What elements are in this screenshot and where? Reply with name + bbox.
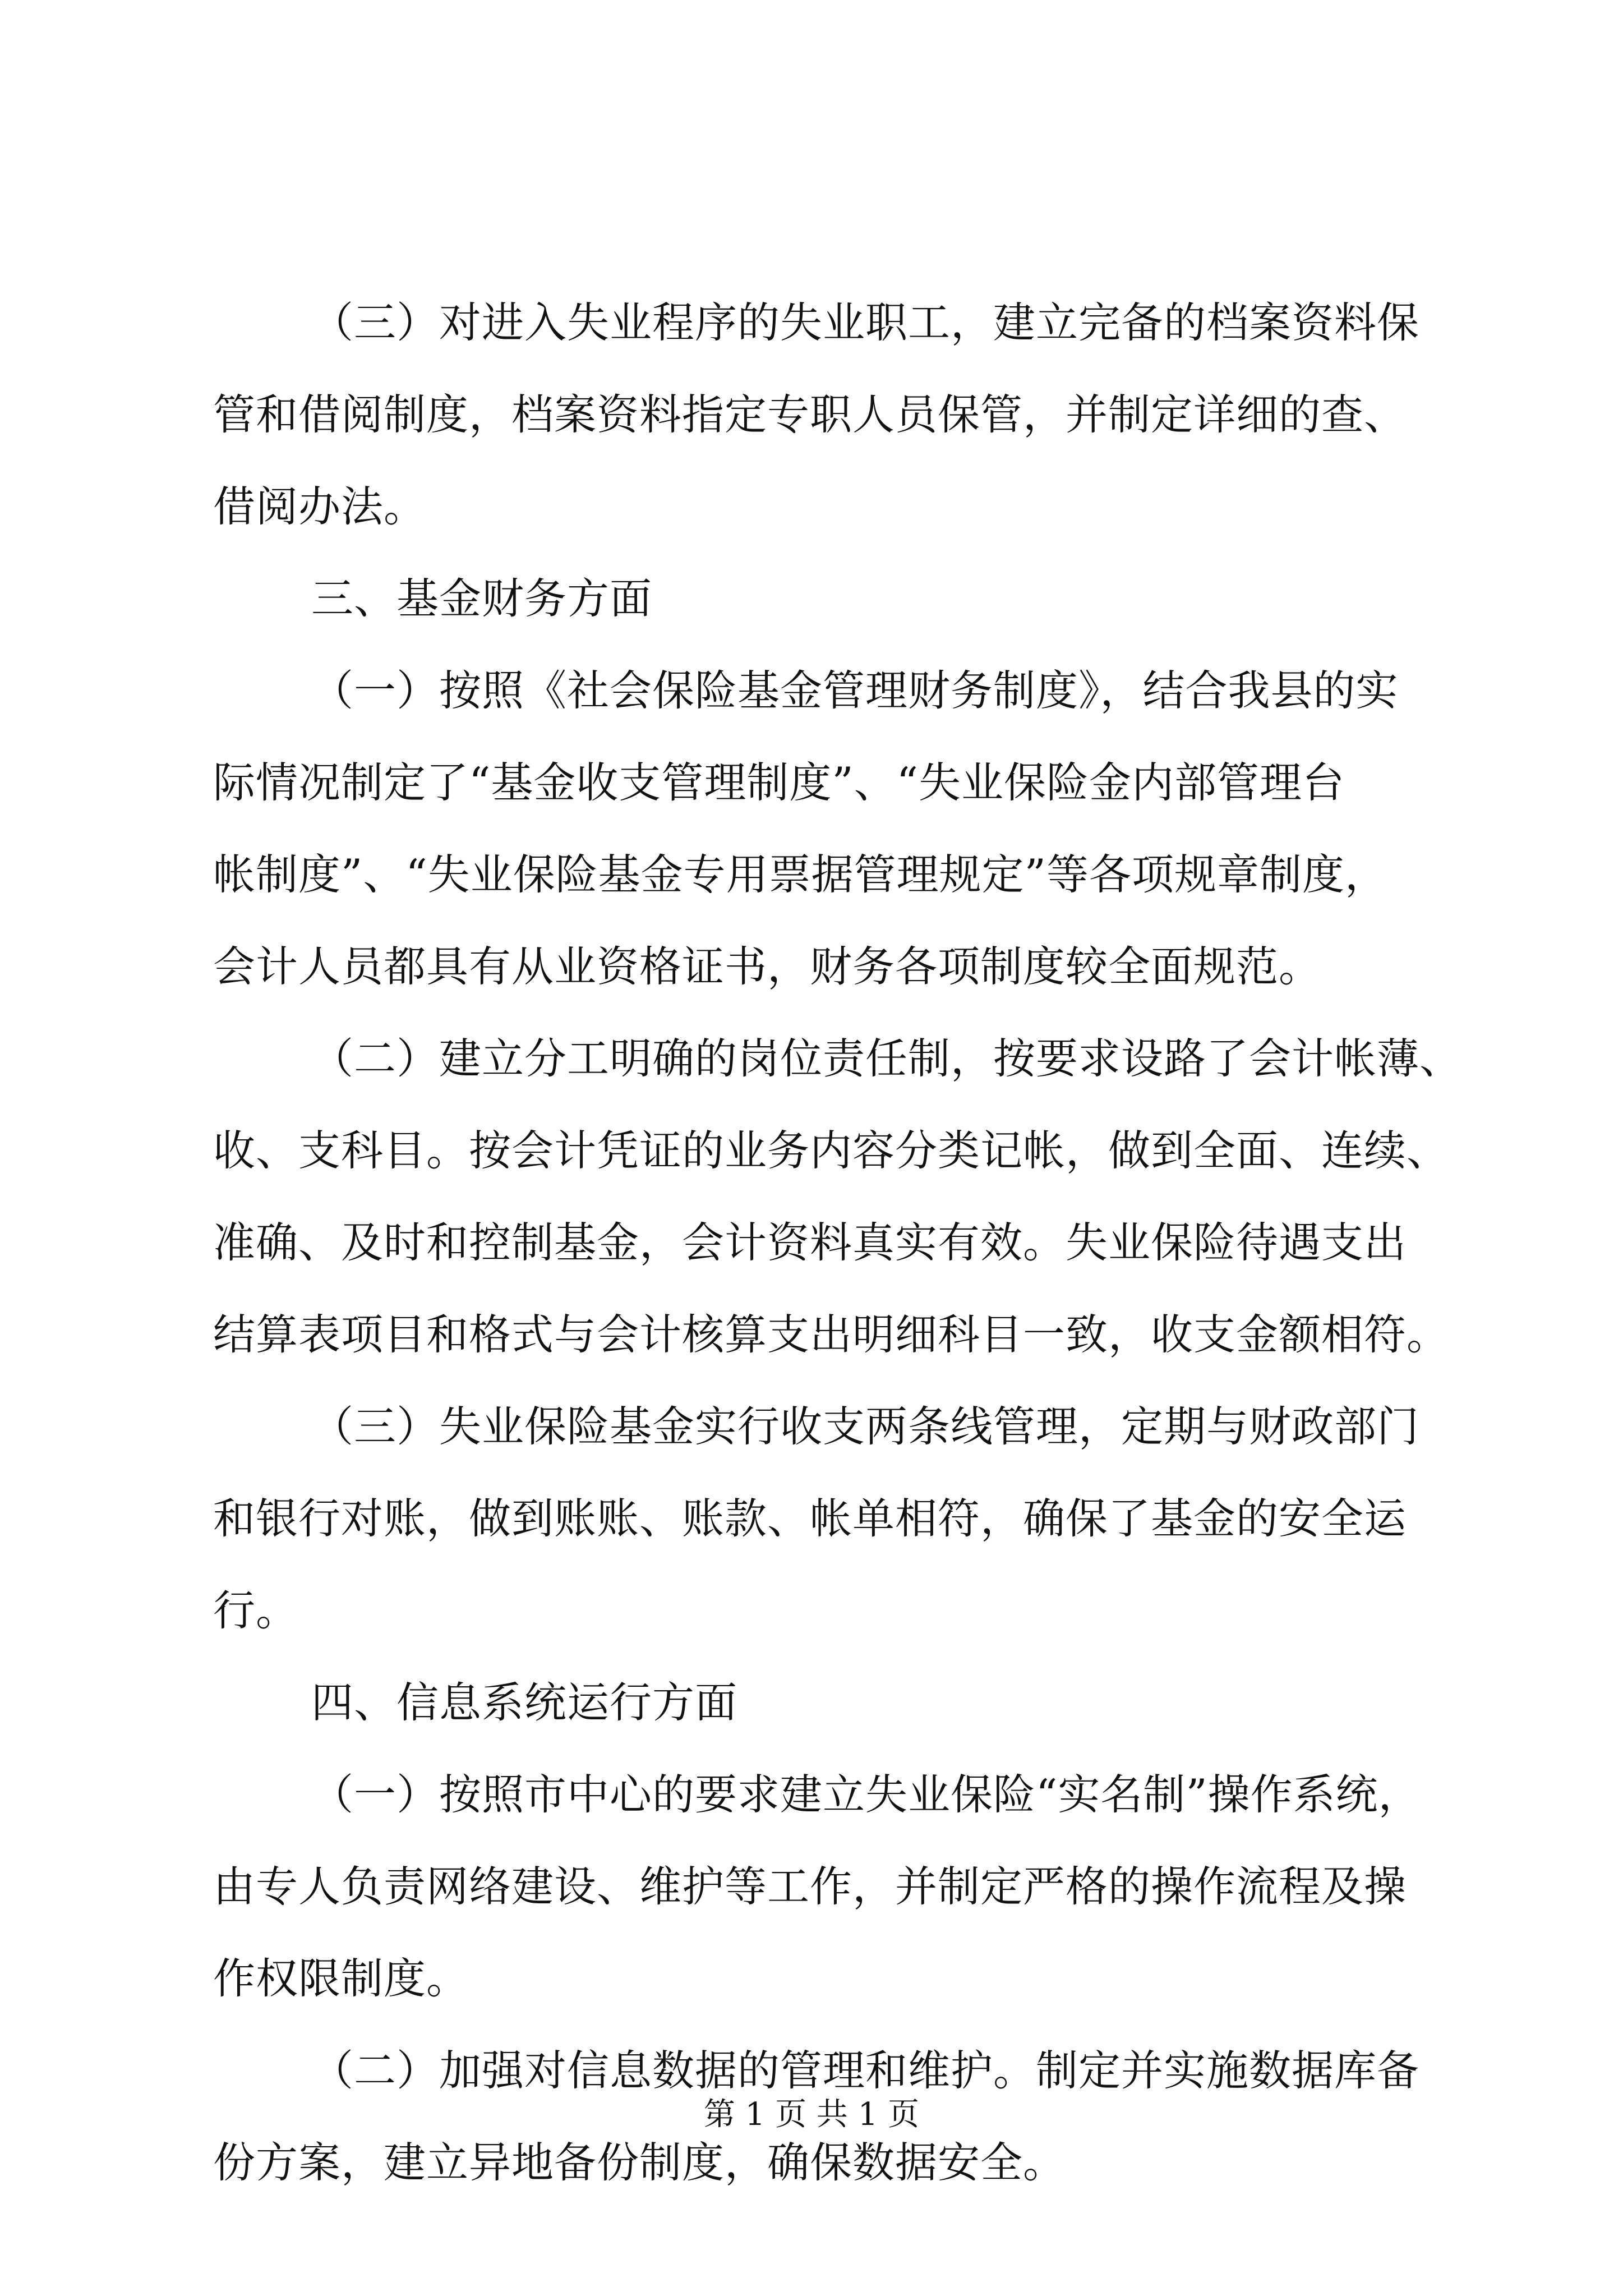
paragraph-line: 作权限制度。 [213, 1954, 469, 2003]
section-heading: 三、基金财务方面 [311, 574, 653, 623]
paragraph-line: 际情况制定了“基金收支管理制度”、“失业保险金内部管理台 [213, 758, 1345, 807]
page-number-footer: 第 1 页 共 1 页 [703, 2096, 920, 2133]
paragraph-line: 和银行对账，做到账账、账款、帐单相符，确保了基金的安全运 [213, 1494, 1407, 1543]
paragraph-line: （一）按照市中心的要求建立失业保险“实名制”操作系统， [311, 1770, 1421, 1819]
paragraph-line: 份方案，建立异地备份制度，确保数据安全。 [213, 2138, 1066, 2187]
paragraph-line: 帐制度”、“失业保险基金专用票据管理规定”等各项规章制度， [213, 850, 1388, 899]
paragraph-line: 行。 [213, 1586, 299, 1635]
document-body [213, 295, 1463, 2226]
paragraph-line: 收、支科目。按会计凭证的业务内容分类记帐，做到全面、连续、 [213, 1126, 1450, 1175]
paragraph-line: （二）建立分工明确的岗位责任制，按要求设路了会计帐薄、 [311, 1034, 1463, 1083]
paragraph-line: （三）失业保险基金实行收支两条线管理，定期与财政部门 [311, 1402, 1420, 1451]
paragraph-line: （三）对进入失业程序的失业职工，建立完备的档案资料保 [311, 298, 1420, 347]
paragraph-line: （二）加强对信息数据的管理和维护。制定并实施数据库备 [311, 2046, 1420, 2095]
paragraph-line: 由专人负责网络建设、维护等工作，并制定严格的操作流程及操 [213, 1862, 1407, 1911]
paragraph-line: 结算表项目和格式与会计核算支出明细科目一致，收支金额相符。 [213, 1310, 1450, 1359]
paragraph-line: 管和借阅制度，档案资料指定专职人员保管，并制定详细的查、 [213, 390, 1407, 439]
section-heading: 四、信息系统运行方面 [311, 1678, 738, 1727]
paragraph-line: 会计人员都具有从业资格证书，财务各项制度较全面规范。 [213, 942, 1322, 991]
paragraph-line: 借阅办法。 [213, 482, 427, 531]
paragraph-line: 准确、及时和控制基金，会计资料真实有效。失业保险待遇支出 [213, 1218, 1407, 1267]
paragraph-line: （一）按照《社会保险基金管理财务制度》，结合我县的实 [311, 666, 1399, 715]
